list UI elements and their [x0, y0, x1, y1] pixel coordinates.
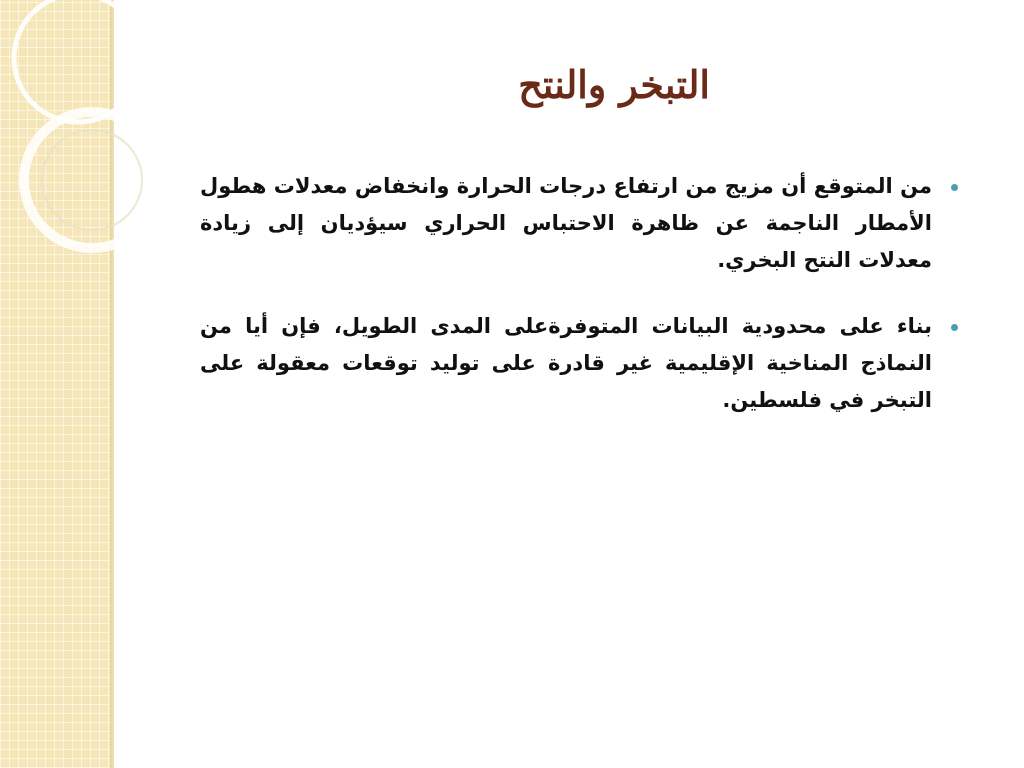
decorative-ring-lower-outer — [24, 112, 160, 248]
bullet-dot-icon — [951, 184, 958, 191]
slide-title: التبخر والنتح — [518, 62, 710, 107]
bullet-list — [200, 168, 962, 448]
bullet-item — [200, 308, 962, 419]
bullet-text: بناء على محدودية البيانات المتوفرةعلى المدى الطويل، فإن أيا من النماذج المناخية الإقليمية غير قادرة على توليد توقعات معقولة على التبخر في فلسطين. — [200, 314, 932, 412]
decorative-rings — [0, 0, 160, 300]
bullet-dot-icon — [951, 324, 958, 331]
decorative-ring-upper — [14, 0, 142, 122]
bullet-item — [200, 168, 962, 279]
bullet-text: من المتوقع أن مزيج من ارتفاع درجات الحرارة وانخفاض معدلات هطول الأمطار الناجمة عن ظاهرة الاحتباس الحراري سيؤديان إلى زيادة معدلات النتح البخري. — [200, 174, 932, 272]
decorative-ring-lower-inner — [42, 130, 142, 230]
